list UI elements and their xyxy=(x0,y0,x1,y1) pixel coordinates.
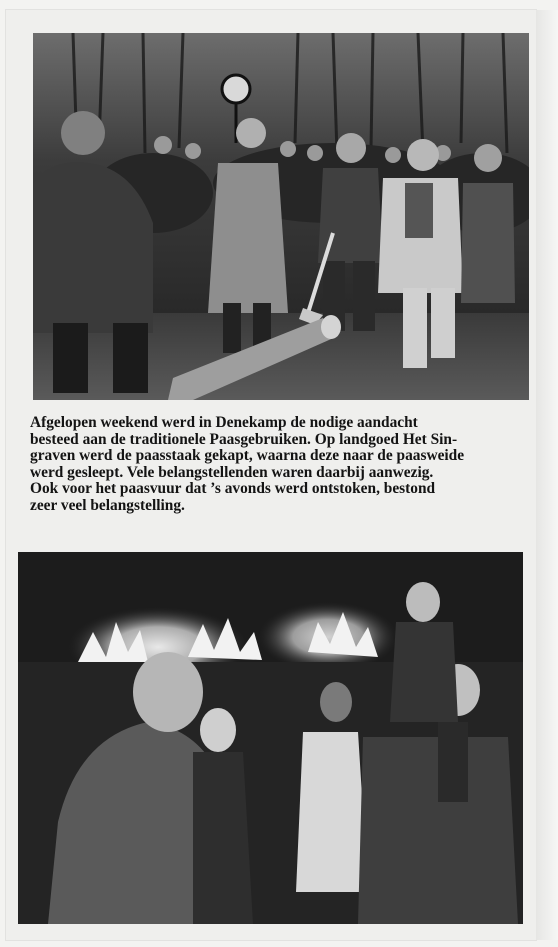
caption-line: Ook voor het paasvuur dat ’s avonds werd ontstoken, bestond xyxy=(30,480,436,498)
photo-bonfire-spectators xyxy=(18,552,523,924)
caption-line: besteed aan de traditionele Paasgebruiken. Op landgoed Het Sin- xyxy=(30,430,458,448)
caption-line: Afgelopen weekend werd in Denekamp de nodige aandacht xyxy=(30,414,418,431)
photo-bonfire-drawing xyxy=(18,552,523,924)
scan-edge xyxy=(536,10,558,940)
caption-line: graven werd de paasstaak gekapt, waarna deze naar de paasweide xyxy=(30,447,465,465)
photo-crowd-with-axe xyxy=(33,33,529,400)
caption-line: werd gesleept. Vele belangstellenden waren daarbij aanwezig. xyxy=(30,463,434,481)
photo-crowd-drawing xyxy=(33,33,529,400)
caption-line: zeer veel belangstelling. xyxy=(30,496,185,514)
photo-caption xyxy=(30,415,526,515)
